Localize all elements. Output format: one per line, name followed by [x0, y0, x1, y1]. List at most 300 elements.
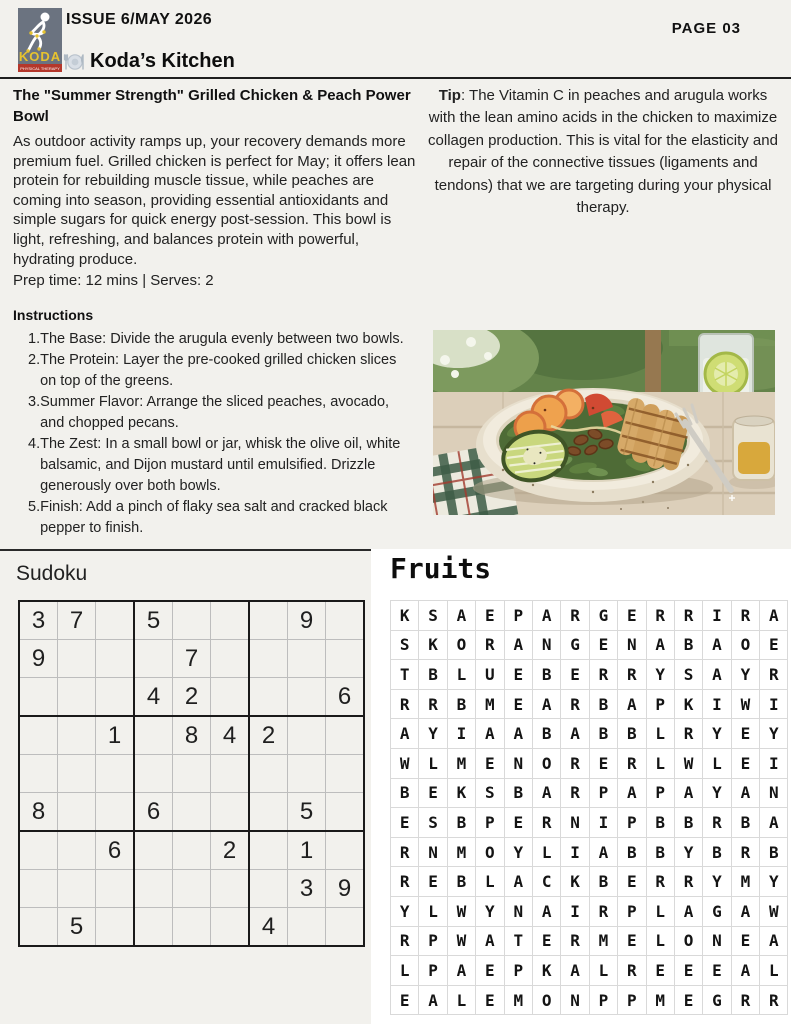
sudoku-cell — [173, 601, 211, 640]
wordsearch-cell: R — [419, 689, 447, 719]
wordsearch-cell: B — [618, 719, 646, 749]
sudoku-grid — [18, 600, 365, 947]
wordsearch-cell: W — [731, 689, 759, 719]
wordsearch-cell: R — [731, 837, 759, 867]
sudoku-cell — [326, 793, 365, 832]
sudoku-cell: 2 — [249, 716, 288, 755]
wordsearch-cell: A — [419, 985, 447, 1015]
tip-paragraph — [428, 85, 778, 219]
sudoku-cell: 7 — [58, 601, 96, 640]
wordsearch-cell: N — [618, 630, 646, 660]
section-header — [63, 50, 235, 73]
sudoku-cell — [211, 601, 250, 640]
wordsearch-cell: B — [674, 808, 702, 838]
wordsearch-cell: A — [504, 630, 532, 660]
wordsearch-cell: E — [419, 867, 447, 897]
wordsearch-cell: I — [561, 896, 589, 926]
sudoku-cell: 3 — [19, 601, 58, 640]
wordsearch-cell: A — [589, 837, 617, 867]
wordsearch-cell: P — [419, 926, 447, 956]
wordsearch-cell: O — [731, 630, 759, 660]
wordsearch-cell: A — [532, 896, 560, 926]
sudoku-cell — [249, 601, 288, 640]
step-text: The Protein: Layer the pre-cooked grilled chicken slices on top of the greens. — [40, 352, 397, 390]
tip-text: : The Vitamin C in peaches and arugula works with the lean amino acids in the chicken to maximize collagen production. This is vital for the elasticity and repair of the connective tissues (ligaments and tendons) that we are targeting during your physical therapy. — [428, 87, 778, 217]
sudoku-cell: 4 — [211, 716, 250, 755]
wordsearch-cell: N — [504, 896, 532, 926]
wordsearch-cell: Y — [674, 837, 702, 867]
wordsearch-cell: E — [476, 748, 504, 778]
sudoku-cell — [249, 678, 288, 717]
wordsearch-cell: N — [561, 985, 589, 1015]
logo-brand: KODA — [18, 49, 62, 64]
wordsearch-cell: O — [476, 837, 504, 867]
sudoku-cell — [19, 870, 58, 908]
wordsearch-cell: A — [646, 630, 674, 660]
wordsearch-cell: R — [589, 660, 617, 690]
wordsearch-cell: A — [731, 956, 759, 986]
instruction-step — [28, 392, 416, 434]
wordsearch-cell: W — [447, 896, 475, 926]
wordsearch-cell: B — [589, 867, 617, 897]
step-text: The Base: Divide the arugula evenly between two bowls. — [40, 331, 404, 348]
wordsearch-cell: L — [419, 896, 447, 926]
wordsearch-cell: Y — [703, 867, 731, 897]
wordsearch-cell: B — [504, 778, 532, 808]
sudoku-cell — [211, 793, 250, 832]
wordsearch-cell: B — [589, 689, 617, 719]
wordsearch-cell: N — [561, 808, 589, 838]
wordsearch-cell: W — [447, 926, 475, 956]
wordsearch-cell: U — [476, 660, 504, 690]
wordsearch-cell: T — [504, 926, 532, 956]
sudoku-cell — [211, 678, 250, 717]
wordsearch-cell: P — [646, 778, 674, 808]
wordsearch-cell: E — [476, 601, 504, 631]
wordsearch-cell: E — [476, 985, 504, 1015]
sudoku-cell — [326, 601, 365, 640]
sudoku-cell — [19, 755, 58, 793]
wordsearch-cell: L — [589, 956, 617, 986]
wordsearch-cell: L — [476, 867, 504, 897]
sudoku-cell — [173, 908, 211, 947]
wordsearch-cell: A — [532, 689, 560, 719]
sudoku-cell — [326, 716, 365, 755]
sudoku-cell — [288, 678, 326, 717]
wordsearch-cell: B — [731, 808, 759, 838]
wordsearch-cell: I — [561, 837, 589, 867]
wordsearch-cell: Y — [760, 867, 788, 897]
wordsearch-cell: K — [419, 630, 447, 660]
wordsearch-cell: Y — [731, 660, 759, 690]
wordsearch-cell: E — [589, 630, 617, 660]
wordsearch-cell: E — [646, 956, 674, 986]
instruction-step — [28, 350, 416, 392]
wordsearch-cell: A — [476, 926, 504, 956]
wordsearch-cell: Y — [504, 837, 532, 867]
sudoku-cell: 5 — [134, 601, 173, 640]
wordsearch-cell: G — [703, 985, 731, 1015]
wordsearch-cell: R — [731, 601, 759, 631]
section-divider — [0, 549, 371, 551]
wordsearch-cell: G — [589, 601, 617, 631]
sudoku-cell: 3 — [288, 870, 326, 908]
recipe-body: As outdoor activity ramps up, your recovery demands more premium fuel. Grilled chicken is perfect for May; it offers lean protein for rebuilding muscle tissue, while peaches are coming into season, providing essential antioxidants and simple sugars for quick energy post-session. This bowl is light, refreshing, and balances protein with powerful, hydrating produce. — [13, 133, 416, 268]
sudoku-cell — [134, 870, 173, 908]
tip-label: Tip — [438, 87, 461, 104]
wordsearch-cell: P — [618, 985, 646, 1015]
wordsearch-cell: K — [561, 867, 589, 897]
sudoku-cell — [19, 908, 58, 947]
wordsearch-cell: R — [561, 778, 589, 808]
wordsearch-cell: B — [419, 660, 447, 690]
wordsearch-cell: B — [391, 778, 419, 808]
sudoku-cell — [96, 755, 135, 793]
sudoku-cell — [134, 716, 173, 755]
wordsearch-cell: Y — [476, 896, 504, 926]
wordsearch-cell: R — [561, 689, 589, 719]
sudoku-cell: 2 — [211, 831, 250, 870]
step-text: Summer Flavor: Arrange the sliced peaches, avocado, and chopped pecans. — [40, 394, 390, 432]
wordsearch-cell: Y — [760, 719, 788, 749]
wordsearch-cell: P — [419, 956, 447, 986]
wordsearch-cell: E — [731, 926, 759, 956]
wordsearch-cell: A — [391, 719, 419, 749]
wordsearch-cell: O — [447, 630, 475, 660]
wordsearch-cell: W — [674, 748, 702, 778]
wordsearch-cell: A — [532, 601, 560, 631]
wordsearch-cell: M — [447, 837, 475, 867]
sudoku-cell — [96, 793, 135, 832]
wordsearch-cell: T — [391, 660, 419, 690]
sudoku-cell — [58, 678, 96, 717]
fork-knife-plate-icon — [63, 51, 85, 73]
wordsearch-cell: B — [447, 867, 475, 897]
sudoku-cell — [58, 793, 96, 832]
wordsearch-cell: R — [391, 926, 419, 956]
wordsearch-cell: Y — [646, 660, 674, 690]
instructions-list — [28, 329, 416, 539]
step-number: 4. — [28, 436, 41, 453]
wordsearch-cell: R — [532, 808, 560, 838]
sudoku-cell — [19, 716, 58, 755]
sudoku-cell: 8 — [19, 793, 58, 832]
wordsearch-cell: K — [674, 689, 702, 719]
sudoku-cell — [96, 678, 135, 717]
wordsearch-cell: R — [618, 748, 646, 778]
wordsearch-cell: M — [476, 689, 504, 719]
wordsearch-cell: E — [731, 748, 759, 778]
wordsearch-cell: N — [419, 837, 447, 867]
wordsearch-cell: B — [703, 837, 731, 867]
sudoku-cell — [173, 870, 211, 908]
issue-label: ISSUE 6/MAY 2026 — [66, 11, 213, 28]
wordsearch-cell: P — [618, 808, 646, 838]
sudoku-cell — [249, 755, 288, 793]
sudoku-cell — [288, 755, 326, 793]
page-number: PAGE 03 — [671, 20, 741, 37]
sudoku-cell — [326, 831, 365, 870]
wordsearch-cell: A — [618, 778, 646, 808]
wordsearch-cell: B — [447, 808, 475, 838]
wordsearch-cell: W — [391, 748, 419, 778]
header-divider — [0, 77, 791, 79]
wordsearch-title: Fruits — [390, 552, 492, 585]
sudoku-cell — [19, 831, 58, 870]
wordsearch-cell: O — [532, 748, 560, 778]
sudoku-cell: 6 — [134, 793, 173, 832]
sudoku-cell — [211, 640, 250, 678]
wordsearch-cell: L — [646, 748, 674, 778]
wordsearch-cell: B — [646, 808, 674, 838]
sudoku-cell — [288, 716, 326, 755]
wordsearch-cell: E — [532, 926, 560, 956]
wordsearch-cell: R — [674, 719, 702, 749]
wordsearch-cell: O — [674, 926, 702, 956]
wordsearch-cell: B — [447, 689, 475, 719]
wordsearch-cell: P — [589, 778, 617, 808]
wordsearch-cell: P — [476, 808, 504, 838]
wordsearch-cell: B — [760, 837, 788, 867]
wordsearch-cell: E — [391, 985, 419, 1015]
wordsearch-cell: E — [504, 660, 532, 690]
wordsearch-cell: R — [618, 660, 646, 690]
wordsearch-cell: K — [532, 956, 560, 986]
sudoku-cell: 5 — [58, 908, 96, 947]
wordsearch-cell: E — [561, 660, 589, 690]
wordsearch-cell: A — [504, 867, 532, 897]
step-text: The Zest: In a small bowl or jar, whisk the olive oil, white balsamic, and Dijon mustard until emulsified. Drizzle generously over both bowls. — [40, 436, 401, 495]
wordsearch-cell: O — [532, 985, 560, 1015]
wordsearch-cell: G — [561, 630, 589, 660]
sudoku-cell — [288, 640, 326, 678]
wordsearch-cell: R — [760, 660, 788, 690]
wordsearch-cell: L — [447, 985, 475, 1015]
wordsearch-cell: R — [561, 748, 589, 778]
sudoku-cell: 6 — [96, 831, 135, 870]
wordsearch-cell: S — [391, 630, 419, 660]
wordsearch-cell: L — [646, 896, 674, 926]
wordsearch-cell: M — [589, 926, 617, 956]
wordsearch-cell: R — [618, 956, 646, 986]
wordsearch-cell: A — [703, 630, 731, 660]
sudoku-cell — [249, 793, 288, 832]
wordsearch-cell: A — [532, 778, 560, 808]
wordsearch-cell: I — [447, 719, 475, 749]
wordsearch-cell: E — [391, 808, 419, 838]
wordsearch-cell: R — [589, 896, 617, 926]
wordsearch-cell: L — [532, 837, 560, 867]
wordsearch-cell: N — [703, 926, 731, 956]
wordsearch-cell: W — [760, 896, 788, 926]
koda-logo — [18, 8, 62, 72]
wordsearch-cell: L — [419, 748, 447, 778]
wordsearch-cell: A — [760, 808, 788, 838]
wordsearch-cell: E — [504, 808, 532, 838]
step-number: 2. — [28, 352, 41, 369]
wordsearch-cell: R — [476, 630, 504, 660]
sudoku-cell — [134, 831, 173, 870]
wordsearch-cell: B — [618, 837, 646, 867]
wordsearch-cell: E — [589, 748, 617, 778]
sudoku-cell — [173, 755, 211, 793]
wordsearch-cell: A — [760, 601, 788, 631]
sudoku-cell — [19, 678, 58, 717]
sudoku-cell: 1 — [96, 716, 135, 755]
sudoku-cell — [58, 640, 96, 678]
wordsearch-cell: S — [674, 660, 702, 690]
sudoku-cell — [211, 870, 250, 908]
sudoku-cell: 9 — [19, 640, 58, 678]
wordsearch-cell: I — [703, 601, 731, 631]
wordsearch-cell: M — [504, 985, 532, 1015]
wordsearch-cell: A — [561, 956, 589, 986]
wordsearch-cell: Y — [391, 896, 419, 926]
instruction-step — [28, 329, 416, 350]
step-number: 3. — [28, 394, 41, 411]
sudoku-cell — [96, 601, 135, 640]
wordsearch-cell: P — [646, 689, 674, 719]
wordsearch-cell: A — [561, 719, 589, 749]
sudoku-cell — [249, 870, 288, 908]
sudoku-cell — [288, 908, 326, 947]
wordsearch-cell: A — [760, 926, 788, 956]
sudoku-cell — [134, 755, 173, 793]
wordsearch-grid — [390, 600, 788, 1015]
sudoku-cell: 2 — [173, 678, 211, 717]
wordsearch-cell: A — [504, 719, 532, 749]
wordsearch-cell: R — [760, 985, 788, 1015]
sudoku-cell — [326, 755, 365, 793]
sudoku-cell — [173, 793, 211, 832]
sudoku-cell: 4 — [249, 908, 288, 947]
wordsearch-cell: R — [703, 808, 731, 838]
wordsearch-cell: S — [476, 778, 504, 808]
sudoku-cell — [249, 831, 288, 870]
sudoku-cell: 9 — [288, 601, 326, 640]
sudoku-title: Sudoku — [16, 562, 88, 585]
wordsearch-cell: N — [532, 630, 560, 660]
wordsearch-cell: N — [760, 778, 788, 808]
wordsearch-cell: R — [674, 601, 702, 631]
sudoku-cell: 1 — [288, 831, 326, 870]
wordsearch-cell: E — [760, 630, 788, 660]
sudoku-cell — [58, 870, 96, 908]
sudoku-cell — [173, 831, 211, 870]
sudoku-cell — [326, 640, 365, 678]
wordsearch-cell: E — [419, 778, 447, 808]
wordsearch-cell: A — [447, 956, 475, 986]
sudoku-cell: 8 — [173, 716, 211, 755]
wordsearch-cell: B — [589, 719, 617, 749]
wordsearch-cell: B — [532, 660, 560, 690]
wordsearch-cell: I — [760, 689, 788, 719]
wordsearch-cell: R — [731, 985, 759, 1015]
wordsearch-cell: M — [731, 867, 759, 897]
wordsearch-cell: C — [532, 867, 560, 897]
wordsearch-cell: E — [731, 719, 759, 749]
wordsearch-cell: R — [391, 837, 419, 867]
sudoku-cell — [211, 908, 250, 947]
wordsearch-cell: A — [674, 778, 702, 808]
wordsearch-cell: N — [504, 748, 532, 778]
sudoku-cell: 7 — [173, 640, 211, 678]
wordsearch-cell: A — [703, 660, 731, 690]
wordsearch-cell: M — [447, 748, 475, 778]
wordsearch-cell: L — [703, 748, 731, 778]
wordsearch-cell: G — [703, 896, 731, 926]
recipe-photo — [433, 330, 775, 515]
wordsearch-cell: P — [618, 896, 646, 926]
sudoku-cell — [96, 640, 135, 678]
wordsearch-cell: E — [703, 956, 731, 986]
sudoku-cell — [58, 755, 96, 793]
sudoku-cell — [96, 870, 135, 908]
wordsearch-cell: E — [504, 689, 532, 719]
recipe-article — [13, 85, 416, 539]
wordsearch-cell: L — [646, 926, 674, 956]
logo-tagline: PHYSICAL THERAPY — [20, 66, 60, 71]
sudoku-cell: 4 — [134, 678, 173, 717]
wordsearch-cell: P — [589, 985, 617, 1015]
wordsearch-cell: K — [447, 778, 475, 808]
sudoku-cell — [326, 908, 365, 947]
wordsearch-cell: B — [532, 719, 560, 749]
wordsearch-cell: R — [391, 689, 419, 719]
wordsearch-cell: Y — [419, 719, 447, 749]
wordsearch-cell: P — [504, 601, 532, 631]
wordsearch-cell: Y — [703, 778, 731, 808]
wordsearch-cell: L — [760, 956, 788, 986]
wordsearch-cell: R — [646, 867, 674, 897]
sudoku-cell: 9 — [326, 870, 365, 908]
wordsearch-cell: L — [391, 956, 419, 986]
wordsearch-cell: A — [618, 689, 646, 719]
wordsearch-cell: R — [674, 867, 702, 897]
wordsearch-cell: E — [618, 601, 646, 631]
wordsearch-cell: K — [391, 601, 419, 631]
wordsearch-cell: A — [447, 601, 475, 631]
sudoku-cell — [58, 716, 96, 755]
instruction-step — [28, 434, 416, 497]
section-title: Koda’s Kitchen — [90, 50, 235, 72]
recipe-title: The "Summer Strength" Grilled Chicken & Peach Power Bowl — [13, 87, 411, 125]
sudoku-cell — [134, 908, 173, 947]
instructions-heading: Instructions — [13, 307, 94, 324]
wordsearch-cell: E — [618, 867, 646, 897]
wordsearch-cell: E — [674, 956, 702, 986]
wordsearch-cell: I — [589, 808, 617, 838]
wordsearch-cell: A — [731, 778, 759, 808]
wordsearch-cell: I — [703, 689, 731, 719]
wordsearch-cell: M — [646, 985, 674, 1015]
step-number: 1. — [28, 331, 41, 348]
wordsearch-cell: I — [760, 748, 788, 778]
wordsearch-cell: Y — [703, 719, 731, 749]
sudoku-cell — [134, 640, 173, 678]
wordsearch-cell: R — [561, 926, 589, 956]
wordsearch-cell: E — [618, 926, 646, 956]
wordsearch-cell: S — [419, 601, 447, 631]
wordsearch-cell: R — [646, 601, 674, 631]
wordsearch-cell: L — [447, 660, 475, 690]
wordsearch-cell: B — [646, 837, 674, 867]
wordsearch-cell: B — [674, 630, 702, 660]
sudoku-cell — [211, 755, 250, 793]
sudoku-cell: 5 — [288, 793, 326, 832]
wordsearch-cell: A — [731, 896, 759, 926]
wordsearch-cell: A — [476, 719, 504, 749]
